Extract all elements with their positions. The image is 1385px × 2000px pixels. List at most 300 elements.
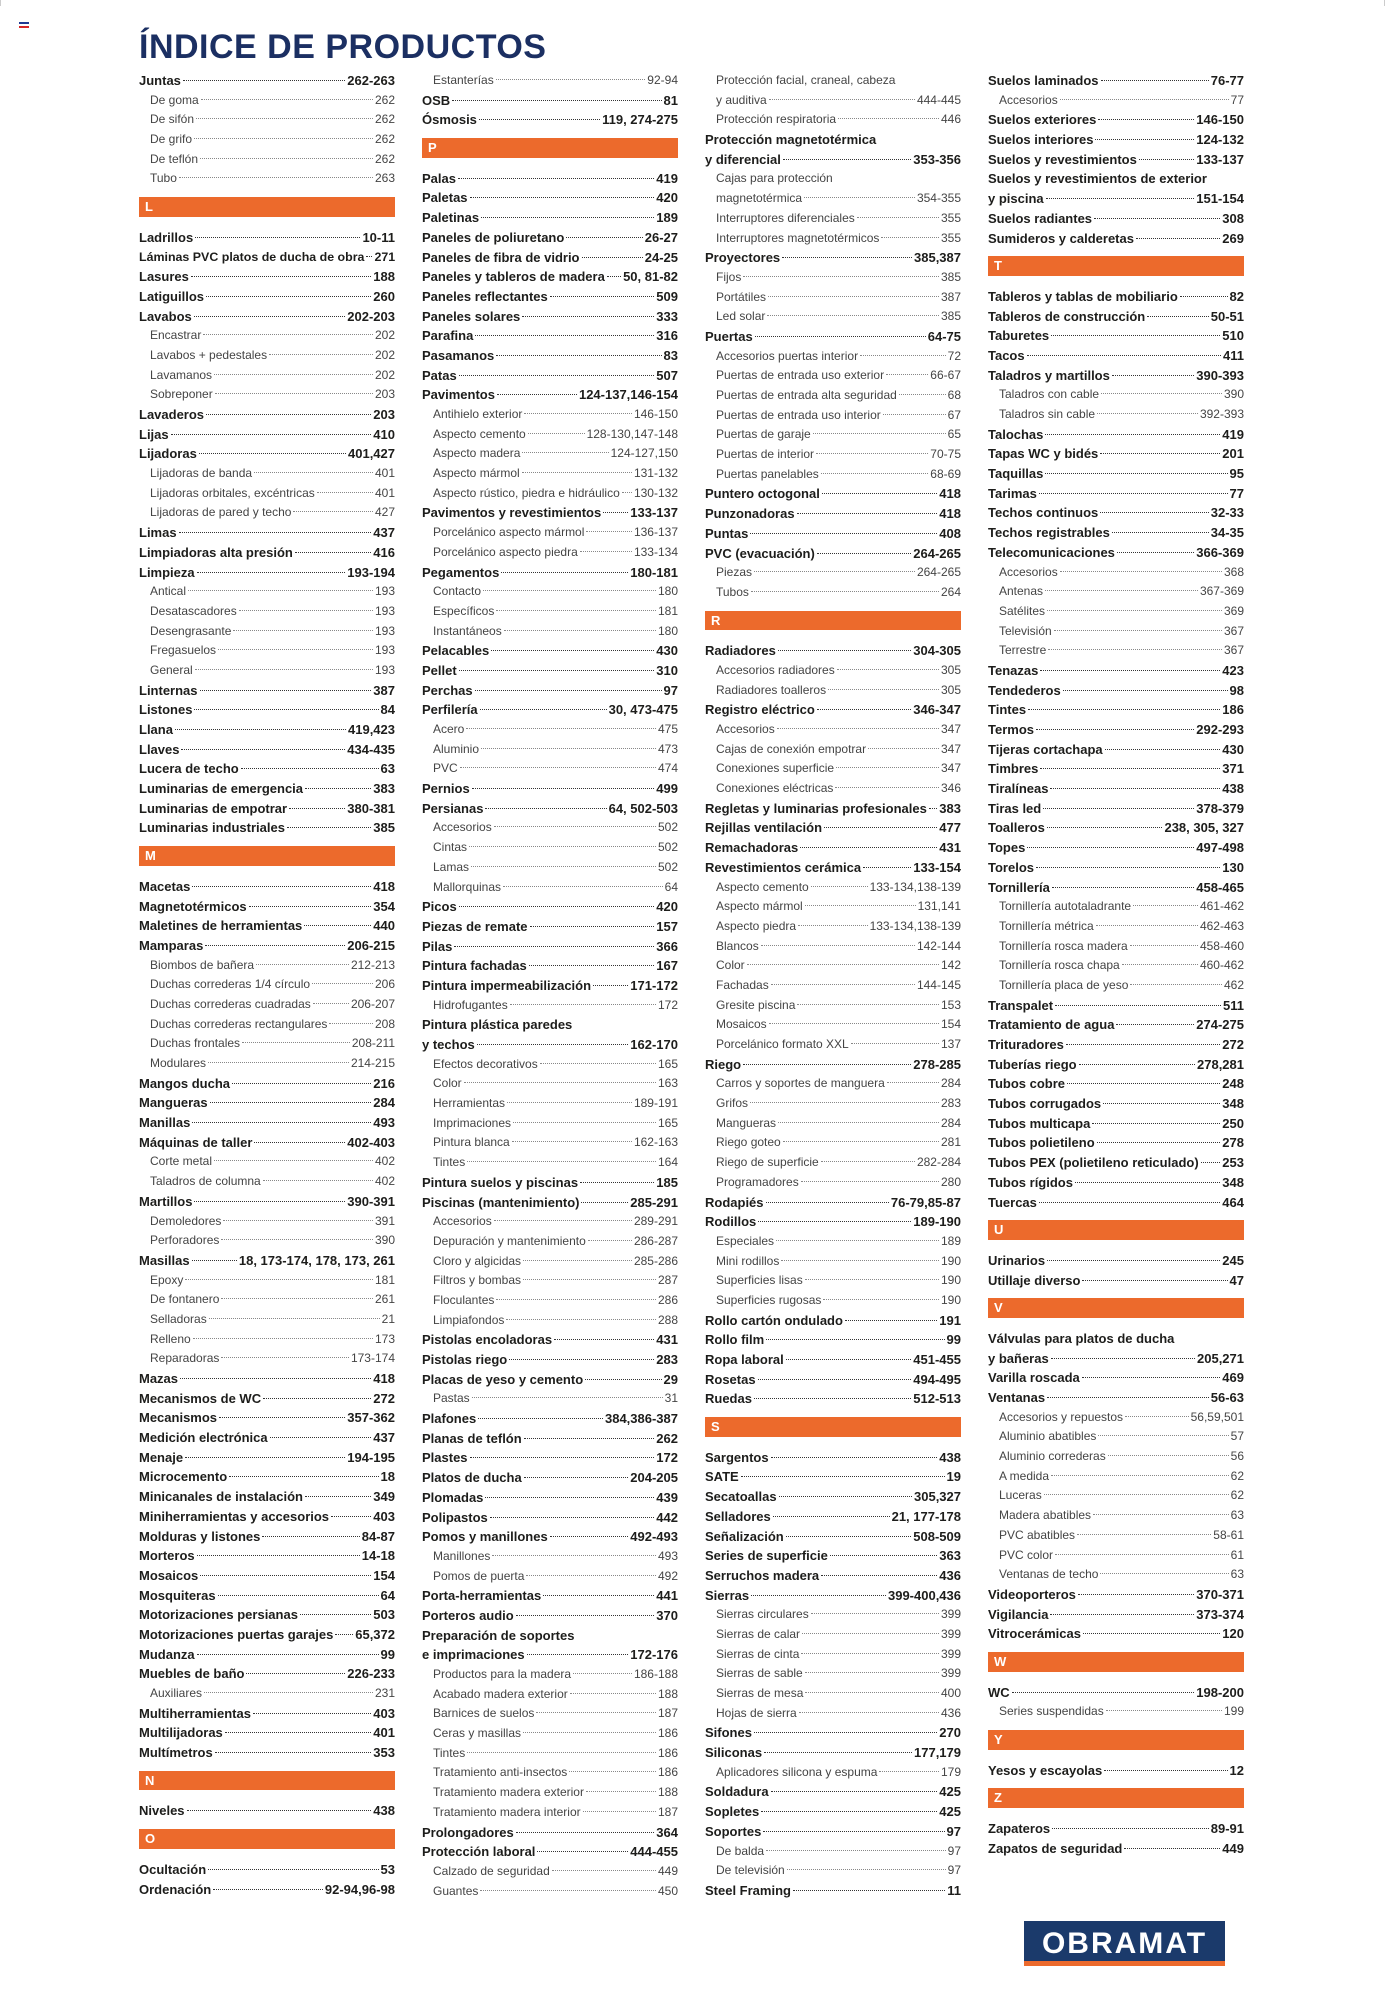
index-entry [422, 91, 678, 111]
index-entry [422, 208, 678, 228]
dot-leader [194, 709, 378, 710]
index-entry [705, 504, 961, 524]
dot-leader [1093, 1514, 1229, 1515]
page-number: 378-379 [1196, 800, 1244, 816]
dot-leader [195, 669, 373, 670]
page-number: 34-35 [1210, 525, 1244, 541]
page-number: 131,141 [917, 899, 961, 914]
dot-leader [801, 1181, 939, 1182]
index-entry [988, 1133, 1244, 1153]
entry-label: Toalleros [988, 820, 1045, 836]
dot-leader [868, 748, 939, 749]
index-subentry [705, 1173, 961, 1193]
dot-leader [221, 1298, 373, 1299]
dot-leader [783, 159, 911, 160]
dot-leader [452, 100, 661, 101]
page-number: 366 [656, 938, 678, 954]
index-entry [139, 267, 395, 287]
page-number: 348 [1222, 1096, 1244, 1112]
entry-label: Tornillería autotaladrante [999, 899, 1132, 914]
index-subentry [705, 91, 961, 111]
dot-leader [543, 1595, 654, 1596]
entry-label: Tintes [433, 1745, 466, 1760]
entry-label: Duchas frontales [150, 1036, 241, 1051]
index-entry [139, 1664, 395, 1684]
dot-leader [270, 1437, 372, 1438]
dot-leader [1100, 1573, 1228, 1574]
index-entry [422, 366, 678, 386]
dot-leader [510, 1004, 656, 1005]
index-subentry [422, 543, 678, 563]
page-number: 264-265 [913, 545, 961, 561]
dot-leader [1095, 139, 1194, 140]
page-number: 231 [374, 1686, 395, 1700]
index-entry [422, 228, 678, 248]
page-number: 403 [373, 1705, 395, 1721]
entry-label: Tratamiento de agua [988, 1017, 1115, 1033]
page-number: 418 [373, 1371, 395, 1386]
page-number: 308 [1222, 210, 1244, 226]
dot-leader [837, 669, 939, 670]
index-entry [422, 897, 678, 917]
entry-label: Luminarias industriales [139, 820, 285, 836]
page-number: 502 [657, 859, 678, 874]
page-number: 151-154 [1196, 191, 1244, 207]
dot-leader [593, 985, 628, 986]
index-entry [988, 464, 1244, 484]
entry-label: Riego de superficie [716, 1155, 819, 1170]
page-number: 494-495 [913, 1371, 961, 1387]
index-entry [422, 1606, 678, 1626]
index-entry [422, 1645, 678, 1665]
dot-leader [1082, 1377, 1221, 1378]
dot-leader [1045, 590, 1198, 591]
dot-leader [830, 1555, 937, 1556]
entry-label: Máquinas de taller [139, 1134, 253, 1150]
index-entry [139, 1448, 395, 1468]
entry-label: Mosquiteras [139, 1587, 216, 1603]
entry-label: Pintura suelos y piscinas [422, 1174, 579, 1190]
index-entry [139, 759, 395, 779]
entry-label: Niveles [139, 1803, 185, 1819]
index-subentry [139, 1172, 395, 1192]
dot-leader [1108, 1455, 1229, 1456]
index-subentry [422, 1212, 678, 1232]
entry-label: Pasamanos [422, 347, 495, 363]
index-entry [988, 366, 1244, 386]
page-number: 492-493 [630, 1529, 678, 1545]
dot-leader [570, 1693, 656, 1694]
index-subentry [705, 189, 961, 209]
dot-leader [196, 118, 373, 119]
entry-label: y bañeras [988, 1350, 1049, 1366]
dot-leader [1043, 808, 1194, 809]
page-number: 354-355 [916, 191, 961, 206]
page-number: 401 [374, 485, 395, 500]
page-number: 77 [1229, 485, 1244, 501]
entry-label: Tornillería rosca madera [999, 938, 1128, 953]
index-subentry [422, 464, 678, 484]
index-entry [705, 1311, 961, 1331]
entry-label: Productos para la madera [433, 1667, 572, 1681]
dot-leader [881, 237, 939, 238]
entry-label: Torelos [988, 859, 1034, 875]
entry-label: Accesorios [716, 722, 775, 736]
page-number: 187 [657, 1706, 678, 1721]
entry-label: Limas [139, 525, 177, 541]
index-subentry [139, 641, 395, 661]
page-number: 289-291 [633, 1214, 678, 1229]
dot-leader [1124, 1848, 1220, 1849]
page-number: 380-381 [347, 800, 395, 816]
dot-leader [215, 1752, 372, 1753]
page-number: 473 [657, 741, 678, 756]
page-number: 212-213 [350, 957, 395, 972]
entry-label: Superficies rugosas [716, 1292, 822, 1307]
page-number: 292-293 [1196, 722, 1244, 737]
flag-icon [19, 22, 29, 28]
dot-leader [197, 572, 346, 573]
index-subentry [139, 1231, 395, 1251]
entry-label: Linternas [139, 682, 198, 698]
index-entry [139, 71, 395, 91]
dot-leader [305, 788, 371, 789]
index-entry [139, 916, 395, 936]
index-entry [139, 1704, 395, 1724]
index-entry [988, 110, 1244, 130]
entry-label: Lavamanos [150, 367, 213, 382]
entry-label: Latiguillos [139, 288, 204, 304]
index-subentry [705, 996, 961, 1016]
dot-leader [771, 1791, 938, 1792]
page-number: 509 [656, 288, 678, 304]
entry-label: Tubos polietileno [988, 1135, 1095, 1151]
index-entry [705, 1586, 961, 1606]
page-number: 391 [374, 1213, 395, 1228]
page-number: 438 [1222, 781, 1244, 797]
entry-label: Sumideros y calderetas [988, 230, 1134, 246]
page-number: 76-77 [1210, 73, 1244, 88]
page-number: 181 [657, 603, 678, 618]
index-subentry [705, 1094, 961, 1114]
page-number: 202 [374, 347, 395, 362]
dot-leader [766, 1339, 944, 1340]
entry-label: Mudanza [139, 1646, 195, 1662]
index-subentry [705, 1114, 961, 1134]
dot-leader [494, 1220, 632, 1221]
entry-label: Termos [988, 722, 1034, 737]
index-subentry [422, 720, 678, 740]
index-entry [705, 1743, 961, 1763]
page-number: 186-188 [633, 1667, 678, 1681]
entry-label: Luceras [999, 1488, 1042, 1503]
entry-label: Lijadoras de pared y techo [150, 505, 292, 520]
page-number: 214-215 [350, 1056, 395, 1070]
page-number: 420 [656, 899, 678, 915]
entry-label: Molduras y listones [139, 1528, 261, 1544]
index-subentry [139, 622, 395, 642]
dot-leader [185, 1279, 373, 1280]
entry-label: Tapas WC y bidés [988, 446, 1099, 462]
dot-leader [1055, 1554, 1229, 1555]
index-entry [705, 1350, 961, 1370]
dot-leader [554, 1339, 654, 1340]
entry-label: Auxiliares [150, 1686, 203, 1700]
dot-leader [313, 1003, 349, 1004]
index-entry [139, 543, 395, 563]
page-number: 206-207 [350, 996, 395, 1011]
page-number: 446 [940, 112, 961, 127]
entry-label: Biombos de bañera [150, 957, 255, 972]
page-number: 206 [374, 977, 395, 992]
entry-label: Mosaicos [716, 1017, 767, 1032]
page-number: 154 [940, 1017, 961, 1032]
page-number: 353 [373, 1745, 395, 1761]
page-number: 163 [657, 1076, 678, 1091]
index-entry [139, 248, 395, 268]
dot-leader [496, 610, 656, 611]
entry-label: Conexiones eléctricas [716, 781, 834, 796]
entry-label: Ocultación [139, 1861, 207, 1877]
index-entry [988, 1074, 1244, 1094]
index-entry [705, 641, 961, 661]
entry-label: Pelacables [422, 643, 490, 659]
index-entry [422, 937, 678, 957]
dot-leader [845, 1320, 937, 1321]
index-subentry [705, 779, 961, 799]
entry-label: Mallorquinas [433, 879, 502, 894]
entry-label: Rollo cartón ondulado [705, 1312, 843, 1328]
entry-label: Plomadas [422, 1489, 484, 1505]
page-number: 261 [374, 1292, 395, 1307]
dot-leader [755, 336, 926, 337]
index-subentry [988, 917, 1244, 937]
dot-leader [580, 551, 632, 552]
index-entry [422, 287, 678, 307]
page-number: 124-127,150 [610, 446, 678, 461]
index-entry [988, 1035, 1244, 1055]
dot-leader [1052, 1828, 1209, 1829]
entry-label: y auditiva [716, 92, 767, 107]
dot-leader [779, 1496, 912, 1497]
page-number: 364 [656, 1824, 678, 1840]
page-number: 510 [1222, 328, 1244, 344]
page-number: 29 [663, 1371, 678, 1387]
index-subentry [422, 878, 678, 898]
page-number: 95 [1229, 466, 1244, 482]
index-subentry [705, 563, 961, 583]
dot-leader [1117, 552, 1194, 553]
entry-label: Suelos interiores [988, 132, 1094, 148]
entry-label: Tacos [988, 347, 1025, 363]
entry-label: Pistolas encoladoras [422, 1332, 553, 1348]
entry-label: Piezas [716, 565, 753, 580]
dot-leader [214, 1160, 373, 1161]
index-subentry [422, 1685, 678, 1705]
page-number: 202 [374, 367, 395, 382]
index-entry [988, 130, 1244, 150]
page-number: 124-137,146-154 [578, 387, 678, 403]
dot-leader [501, 572, 628, 573]
dot-leader [249, 906, 372, 907]
index-subentry [988, 1506, 1244, 1526]
dot-leader [269, 354, 373, 355]
page-number: 274-275 [1196, 1017, 1244, 1033]
index-subentry [705, 1291, 961, 1311]
entry-label: Tubos multicapa [988, 1115, 1091, 1131]
index-entry [139, 307, 395, 327]
entry-label: Puertas de entrada uso exterior [716, 368, 885, 383]
page-number: 65 [947, 427, 961, 442]
dot-leader [187, 1810, 372, 1811]
index-entry [422, 1409, 678, 1429]
dot-leader [181, 749, 345, 750]
index-subentry [705, 110, 961, 130]
page-number: 401,427 [348, 446, 395, 462]
page-number: 363 [939, 1548, 961, 1564]
dot-leader [253, 1713, 371, 1714]
index-entry [422, 1429, 678, 1449]
page-number: 248 [1222, 1076, 1244, 1092]
dot-leader [550, 1536, 629, 1537]
page-number: 285-286 [633, 1253, 678, 1268]
dot-leader [523, 1260, 632, 1261]
index-entry [988, 346, 1244, 366]
dot-leader [1101, 393, 1222, 394]
index-entry [988, 150, 1244, 170]
dot-leader [622, 492, 632, 493]
dot-leader [504, 630, 656, 631]
index-entry [988, 1683, 1244, 1703]
entry-label: Limpiadoras alta presión [139, 544, 293, 560]
dot-leader [583, 1811, 656, 1812]
entry-label: Superficies lisas [716, 1273, 803, 1288]
entry-label: Duchas correderas rectangulares [150, 1016, 328, 1031]
dot-leader [801, 1653, 939, 1654]
entry-label: De sifón [150, 112, 195, 127]
entry-label: Sifones [705, 1725, 752, 1741]
page-number: 12 [1229, 1762, 1244, 1778]
entry-label: Sopletes [705, 1804, 760, 1820]
page-number: 124-132 [1196, 132, 1244, 148]
entry-label: Guantes [433, 1883, 479, 1898]
index-subentry [705, 897, 961, 917]
page-number: 32-33 [1210, 505, 1244, 521]
entry-label: WC [988, 1684, 1010, 1700]
dot-leader [197, 1654, 379, 1655]
entry-label: Multilijadoras [139, 1725, 223, 1741]
index-subentry [422, 1724, 678, 1744]
page-number: 99 [946, 1332, 961, 1348]
index-subentry [422, 425, 678, 445]
entry-label: Tratamiento madera interior [433, 1804, 581, 1819]
entry-label: Riego goteo [716, 1135, 781, 1150]
index-entry [422, 169, 678, 189]
dot-leader [761, 1811, 937, 1812]
page-number: 281 [940, 1135, 961, 1150]
page-number: 84-87 [361, 1528, 395, 1544]
index-entry [139, 1625, 395, 1645]
dot-leader [1100, 453, 1220, 454]
index-subentry [139, 91, 395, 111]
index-entry [988, 1271, 1244, 1291]
index-entry [422, 1823, 678, 1843]
page-number: 201 [1222, 446, 1244, 462]
page-number: 430 [1222, 741, 1244, 757]
dot-leader [743, 1064, 911, 1065]
dot-leader [536, 1712, 656, 1713]
dot-leader [503, 886, 663, 887]
page-number: 186 [657, 1765, 678, 1780]
page-number: 142-144 [916, 938, 961, 953]
dot-leader [1082, 1280, 1227, 1281]
dot-leader [929, 808, 937, 809]
dot-leader [1045, 473, 1227, 474]
page-number: 264 [940, 584, 961, 599]
index-entry [988, 661, 1244, 681]
index-entry [422, 641, 678, 661]
dot-leader [766, 1202, 889, 1203]
index-subentry [422, 818, 678, 838]
dot-leader [1028, 709, 1220, 710]
dot-leader [467, 1752, 656, 1753]
dot-leader [822, 493, 937, 494]
index-entry [139, 799, 395, 819]
entry-label: Ventanas [988, 1390, 1046, 1405]
index-entry [988, 503, 1244, 523]
index-entry [422, 563, 678, 583]
entry-label: Tratamiento anti-insectos [433, 1765, 568, 1780]
page-number: 199 [1223, 1704, 1244, 1719]
dot-leader [1039, 1202, 1220, 1203]
entry-label: De televisión [716, 1863, 785, 1878]
entry-label: Multiherramientas [139, 1705, 251, 1721]
index-subentry [988, 622, 1244, 642]
dot-leader [1105, 749, 1221, 750]
dot-leader [192, 1260, 237, 1261]
index-subentry [422, 1271, 678, 1291]
dot-leader [1098, 119, 1194, 120]
entry-label: Pistolas riego [422, 1352, 508, 1367]
page-number: 438 [373, 1803, 395, 1819]
index-subentry [988, 1486, 1244, 1506]
dot-leader [233, 630, 373, 631]
page-number: 263 [374, 171, 395, 186]
dot-leader [1201, 1162, 1221, 1163]
dot-leader [773, 1516, 890, 1517]
page-number: 464 [1222, 1194, 1244, 1210]
index-subentry [139, 956, 395, 976]
entry-label: Televisión [999, 623, 1052, 638]
page-number: 349 [373, 1489, 395, 1505]
dot-leader [1036, 867, 1220, 868]
entry-label: Revestimientos cerámica [705, 859, 862, 875]
index-subentry [422, 838, 678, 858]
index-entry [705, 150, 961, 170]
dot-leader [899, 394, 946, 395]
entry-label: Tornillería métrica [999, 918, 1094, 933]
entry-label: Suelos y revestimientos de exterior [988, 171, 1207, 187]
entry-label: Láminas PVC platos de ducha de obra [139, 249, 365, 264]
obramat-logo: OBRAMAT [1024, 1921, 1225, 1966]
index-entry [422, 1468, 678, 1488]
dot-leader [764, 1752, 912, 1753]
page-number: 179 [940, 1764, 961, 1779]
dot-leader [194, 138, 373, 139]
entry-label: Led solar [716, 309, 766, 324]
dot-leader [1083, 1633, 1220, 1634]
page-number: 440 [373, 918, 395, 934]
